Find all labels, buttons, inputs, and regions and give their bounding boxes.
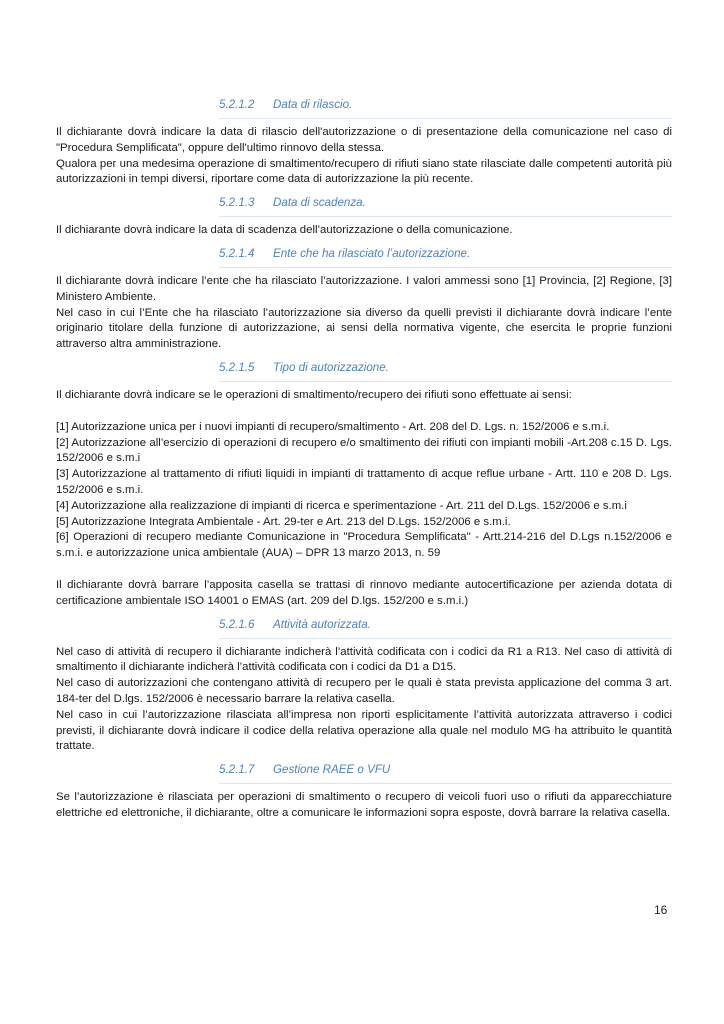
section-number: 5.2.1.4	[219, 246, 255, 260]
section-number: 5.2.1.6	[219, 617, 255, 631]
section-number: 5.2.1.5	[219, 360, 255, 374]
section-heading-data-rilascio	[219, 96, 672, 119]
paragraph: Nel caso in cui l’Ente che ha rilasciato l’autorizzazione sia diverso da quelli previsti il dichiarante dovrà indicare l’ente originario titolare della funzione di autorizzazione, ai sensi della normativa vigente, che esercita le proprie funzioni attraverso altra amministrazione.	[56, 306, 672, 351]
section-title: Data di scadenza.	[273, 196, 366, 210]
paragraph: Il dichiarante dovrà barrare l’apposita casella se trattasi di rinnovo mediante autocertificazione per azienda dotata di certificazione ambientale ISO 14001 o EMAS (art. 209 del D.lgs. 152/200 e s.m.i.)	[56, 578, 672, 607]
section-title: Attività autorizzata.	[273, 617, 371, 631]
paragraph: Il dichiarante dovrà indicare la data di rilascio dell'autorizzazione o di presentazione della comunicazione nel caso di "Procedura Semplificata", oppure dell'ultimo rinnovo della stessa.	[56, 126, 672, 154]
list-item: [1] Autorizzazione unica per i nuovi impianti di recupero/smaltimento - Art. 208 del D. Lgs. n. 152/2006 e s.m.i.	[56, 420, 610, 433]
section-heading-tipo-autorizzazione	[219, 359, 672, 382]
section-title: Tipo di autorizzazione.	[273, 360, 389, 374]
list-item: [6] Operazioni di recupero mediante Comunicazione in "Procedura Semplificata" - Artt.214-216 del D.Lgs n.152/2006 e s.m.i. e autorizzazione unica ambientale (AUA) – DPR 13 marzo 2013, n. 59	[56, 531, 672, 560]
list-item: [3] Autorizzazione al trattamento di rifiuti liquidi in impianti di trattamento di acque reflue urbane - Artt. 110 e 208 D. Lgs. 152/2006 e s.m.i.	[56, 468, 672, 496]
paragraph: Il dichiarante dovrà indicare la data di scadenza dell’autorizzazione o della comunicazione.	[56, 224, 513, 237]
paragraph: Nel caso di autorizzazioni che contengano attività di recupero per le quali è stata prevista applicazione del comma 3 art. 184-ter del D.lgs. 152/2006 è necessario barrare la relativa casella.	[56, 677, 672, 705]
section-number: 5.2.1.7	[219, 763, 255, 777]
section-number: 5.2.1.2	[219, 98, 255, 111]
section-heading-data-scadenza	[219, 194, 672, 217]
section-heading-ente	[219, 245, 672, 268]
paragraph: Il dichiarante dovrà indicare se le operazioni di smaltimento/recupero dei rifiuti sono effettuate ai sensi:	[56, 388, 572, 401]
page-number: 16	[654, 903, 668, 917]
section-title: Gestione RAEE o VFU	[273, 763, 391, 777]
paragraph: Il dichiarante dovrà indicare l’ente che ha rilasciato l’autorizzazione. I valori ammessi sono [1] Provincia, [2] Regione, [3] Ministero Ambiente.	[56, 274, 672, 303]
section-title: Ente che ha rilasciato l’autorizzazione.	[273, 246, 471, 260]
document-page	[56, 96, 672, 822]
paragraph: Nel caso di attività di recupero il dichiarante indicherà l’attività codificata con i codici da R1 a R13. Nel caso di attività di smaltimento il dichiarante indicherà l’attività codificata con i codici da D1 a D15.	[56, 645, 672, 674]
section-heading-attivita-autorizzata	[219, 616, 672, 639]
section-title: Data di rilascio.	[273, 98, 353, 111]
list-item: [4] Autorizzazione alla realizzazione di impianti di ricerca e sperimentazione - Art. 211 del D.Lgs. 152/2006 e s.m.i	[56, 499, 627, 512]
paragraph: Nel caso in cui l’autorizzazione rilasciata all’impresa non riporti esplicitamente l’attività autorizzata attraverso i codici previsti, il dichiarante dovrà indicare il codice della relativa operazione alla quale nel modulo MG ha attribuito le quantità trattate.	[56, 708, 672, 753]
section-heading-gestione-raee	[219, 761, 672, 784]
list-item: [5] Autorizzazione Integrata Ambientale - Art. 29-ter e Art. 213 del D.Lgs. 152/2006 e s.m.i.	[56, 515, 511, 528]
paragraph: Se l’autorizzazione è rilasciata per operazioni di smaltimento o recupero di veicoli fuori uso o rifiuti da apparecchiature elettriche ed elettroniche, il dichiarante, oltre a comunicare le informazioni sopra esposte, dovrà barrare la relativa casella.	[56, 791, 672, 819]
paragraph: Qualora per una medesima operazione di smaltimento/recupero di rifiuti siano state rilasciate dalle competenti autorità più autorizzazioni in tempi diversi, riportare come data di autorizzazione la più recente.	[56, 157, 672, 186]
section-number: 5.2.1.3	[219, 196, 255, 210]
list-item: [2] Autorizzazione all’esercizio di operazioni di recupero e/o smaltimento dei rifiuti con impianti mobili -Art.208 c.15 D. Lgs. 152/2006 e s.m.i	[56, 436, 672, 465]
